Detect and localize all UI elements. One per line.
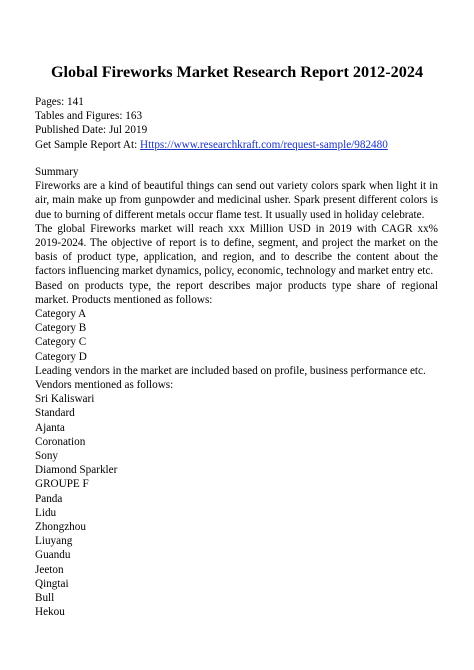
category-item: Category D [35, 350, 87, 363]
vendor-item: Hekou [35, 606, 65, 619]
vendor-item: Guandu [35, 549, 71, 562]
vendor-item: GROUPE F [35, 478, 89, 491]
paragraph-line: 2019-2024. The objective of report is to define, segment, and project the market on the [35, 236, 438, 249]
report-meta [35, 95, 445, 152]
vendor-item: Jeeton [35, 563, 64, 576]
paragraph-line: The global Fireworks market will reach xxx Million USD in 2019 with CAGR xx% [35, 222, 438, 235]
vendor-item: Bull [35, 592, 55, 604]
paragraph-line: due to burning of different metals occur flame test. It usually used in holiday celebrate. [35, 208, 425, 221]
vendor-item: Lidu [35, 506, 57, 519]
vendor-item: Diamond Sparkler [35, 464, 118, 477]
vendor-item: Ajanta [35, 421, 65, 434]
report-body [35, 165, 438, 619]
paragraph-line: market. Products mentioned as follows: [35, 293, 213, 306]
paragraph-line: basis of product type, application, and region, and to describe the content about the [35, 251, 438, 264]
report-title: Global Fireworks Market Research Report 2012-2024 [50, 63, 424, 81]
category-item: Category C [35, 336, 87, 349]
tables-figures-count: Tables and Figures: 163 [35, 110, 143, 123]
paragraph-line: Fireworks are a kind of beautiful things can send out variety colors spark when light it in [35, 180, 438, 193]
vendor-item: Zhongzhou [35, 520, 86, 533]
sample-report-label: Get Sample Report At: [35, 138, 141, 151]
paragraph-line: Vendors mentioned as follows: [35, 378, 174, 391]
vendor-item: Sri Kaliswari [35, 393, 95, 406]
paragraph-line: Based on products type, the report describes major products type share of regional [35, 279, 438, 292]
vendor-list [35, 392, 438, 619]
vendor-item: Panda [35, 492, 63, 505]
vendor-item: Standard [35, 407, 75, 420]
vendor-item: Sony [35, 449, 59, 462]
category-item: Category B [35, 322, 87, 335]
paragraph-vendors-intro [35, 364, 438, 392]
paragraph-description [35, 179, 438, 222]
vendor-item: Coronation [35, 435, 86, 448]
paragraph-line: factors influencing market dynamics, policy, economic, technology and market entry etc. [35, 265, 434, 278]
paragraph-product-types [35, 279, 438, 307]
sample-report-line [35, 138, 445, 152]
paragraph-line: Leading vendors in the market are included based on profile, business performance etc. [35, 364, 426, 377]
pages-count: Pages: 141 [35, 96, 84, 108]
paragraph-line: air, main make up from gunpowder and medicinal usher. Spark present different colors is [35, 194, 438, 207]
category-list [35, 307, 438, 364]
vendor-item: Liuyang [35, 535, 73, 548]
category-item: Category A [35, 307, 87, 320]
summary-heading: Summary [35, 166, 79, 178]
paragraph-market-overview [35, 222, 438, 279]
published-date: Published Date: Jul 2019 [35, 124, 148, 137]
sample-report-link[interactable]: Https://www.researchkraft.com/request-sample/982480 [140, 138, 388, 151]
vendor-item: Qingtai [35, 577, 69, 590]
